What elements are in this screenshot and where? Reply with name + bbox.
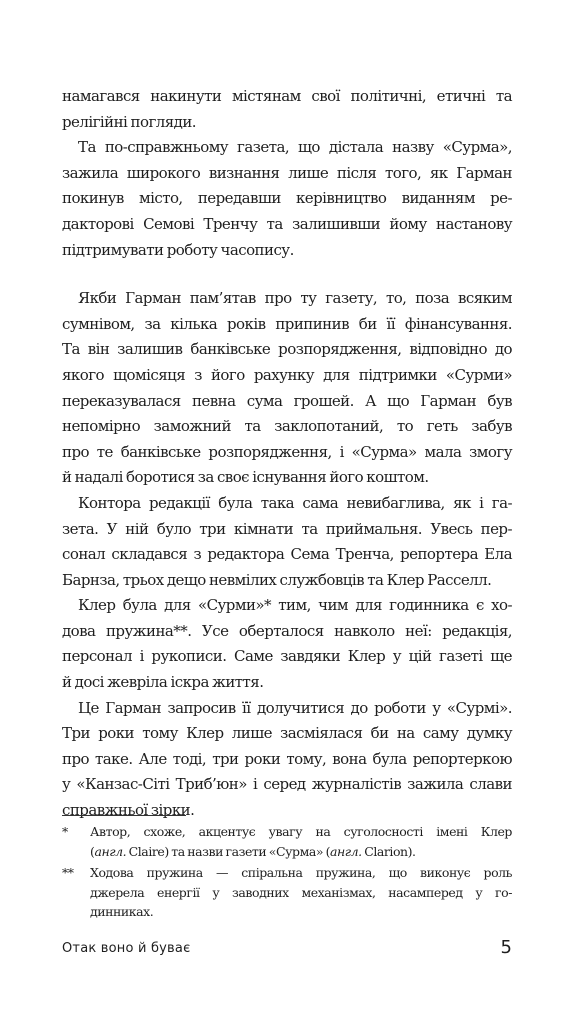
text-line: Та він залишив банківське розпорядження, відповідно до — [62, 340, 512, 359]
footnotes — [62, 822, 512, 922]
footnote-text: Claire) та назви газети «Сурма» ( — [126, 843, 330, 859]
text-line: Це Гарман запросив її долучитися до роботи у «Сурмі». — [78, 698, 512, 717]
text-line: намагався накинути містянам свої політичні, етичні та — [62, 87, 512, 105]
footnote-text: джерела енергії у заводних механізмах, насамперед у го- — [90, 884, 512, 900]
text-line: Барнза, трьох дещо невмілих службовців та Клер Расселл. — [62, 570, 492, 589]
text-line: релігійні погляди. — [62, 112, 197, 131]
text-line: зажила широкого визнання лише після того, як Гарман — [62, 163, 512, 182]
text-line: покинув місто, передавши керівництво виданням ре- — [62, 189, 512, 208]
footnote-line — [90, 842, 512, 862]
footnote-text: динниках. — [90, 904, 154, 919]
text-line: про те банківське розпорядження, і «Сурма» мала змогу — [62, 442, 512, 461]
footnote-line — [90, 883, 512, 903]
footnote-text: Ходова пружина — спіральна пружина, що виконує роль — [90, 865, 512, 880]
text-line: переказувалася певна сума грошей. А що Гарман був — [62, 391, 512, 410]
page-number: 5 — [500, 937, 512, 958]
footnote-divider — [62, 815, 186, 816]
text-line: сонал складався з редактора Сема Тренча, репортера Ела — [62, 545, 512, 564]
footnote-text: Автор, схоже, акцентує увагу на суголосності імені Клер — [90, 824, 512, 839]
text-line: й надалі боротися за своє існування його коштом. — [62, 468, 429, 487]
text-line: Клер була для «Сурми»* тим, чим для годинника є хо- — [78, 596, 512, 615]
text-line: непомірно заможний та заклопотаний, то геть забув — [62, 417, 512, 436]
paragraph-gap — [62, 263, 512, 286]
text-line: підтримувати роботу часопису. — [62, 240, 294, 259]
text-line: у «Канзас-Сіті Триб’юн» і серед журналістів зажила слави — [62, 775, 512, 794]
text-line: справжньої зірки. — [62, 801, 195, 820]
text-line: якого щомісяця з його рахунку для підтримки «Сурми» — [62, 365, 512, 384]
text-line: й досі жевріла іскра життя. — [62, 673, 264, 692]
italic-text: англ. — [330, 843, 362, 859]
text-line: про таке. Але тоді, три роки тому, вона була репортеркою — [62, 749, 512, 768]
footnote-text: ( — [90, 843, 95, 859]
footnote-mark: * — [62, 824, 68, 839]
footnote-line — [90, 822, 512, 842]
text-line: дова пружина**. Усе оберталося навколо неї: редакція, — [62, 621, 512, 640]
footnote-line — [90, 902, 512, 922]
italic-text: англ. — [94, 843, 127, 859]
running-title: Отак воно й буває — [62, 941, 191, 956]
footnote — [62, 863, 512, 922]
text-line: персонал і рукописи. Саме завдяки Клер у цій газеті ще — [62, 647, 512, 666]
main-text — [62, 84, 512, 824]
text-line: Контора редакції була така сама невибаглива, як і га- — [78, 493, 512, 512]
text-line: Якби Гарман пам’ятав про ту газету, то, поза всяким — [78, 289, 512, 308]
footnote-line — [90, 863, 512, 883]
footnote-text: Clarion). — [361, 843, 416, 859]
footnote-mark: ** — [62, 865, 74, 880]
footnote — [62, 822, 512, 861]
text-line: дакторові Семові Тренчу та залишивши йому настанову — [62, 214, 512, 233]
text-line: сумнівом, за кілька років припинив би її фінансування. — [62, 314, 512, 333]
text-line: зета. У ній було три кімнати та приймальня. Увесь пер- — [62, 519, 512, 538]
text-line: Та по-справжньому газета, що дістала назву «Сурма», — [78, 138, 512, 157]
text-line: Три роки тому Клер лише засміялася би на саму думку — [62, 724, 512, 743]
